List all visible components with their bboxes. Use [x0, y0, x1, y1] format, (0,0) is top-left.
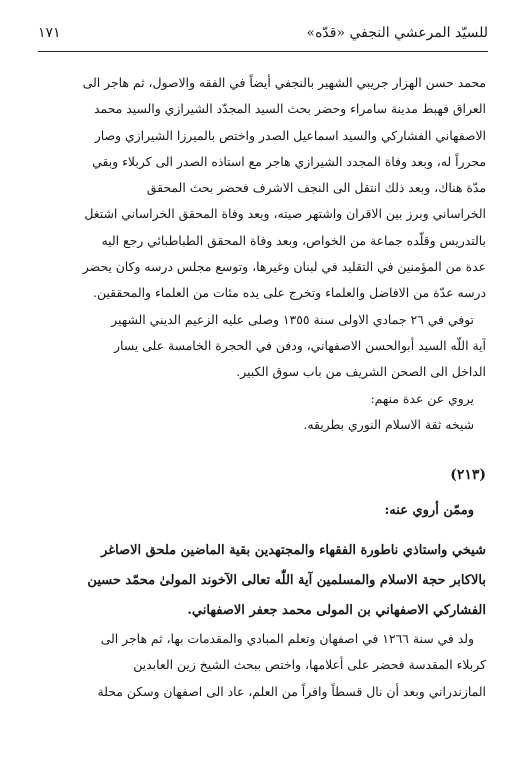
text-line: الاصفهاني الفشاركي والسيد اسماعيل الصدر واختص بالميرزا الشيرازي وصار: [94, 127, 486, 143]
title-line: بالاكابر حجة الاسلام والمسلمين آية اللّٰه تعالى الآخوند المولىٰ محمّد حسين: [87, 573, 486, 589]
text-line: ولد في سنة ١٢٦٦ في اصفهان وتعلم المبادي والمقدمات بها، ثم هاجر الى: [100, 631, 474, 647]
page-body: [58, 70, 486, 705]
text-line: الخراساني وبرز بين الاقران واشتهر صيته، وبعد وفاة المحقق الخراساني اشتغل: [84, 206, 486, 222]
text-line: درسه عدّة من الافاضل والعلماء وتخرج على يده مئات من العلماء والمحققين.: [93, 285, 486, 301]
bio-212-paragraph: [58, 70, 486, 307]
narrates-label: يروي عن عدة منهم:: [370, 390, 474, 406]
text-line: آية اللّه السيد أبوالحسن الاصفهاني، ودفن في الحجرة الخامسة على يسار: [113, 337, 486, 353]
text-line: العراق فهبط مدينة سامراء وحضر بحث السيد المجدّد الشيرازي والسيد محمد: [93, 101, 486, 117]
bio-213-paragraph: [58, 626, 486, 705]
header-rule: [38, 51, 488, 52]
title-line: شيخي واستاذي ناطورة الفقهاء والمجتهدين بقية الماضين ملحق الاصاغر: [101, 543, 486, 559]
page-header: [38, 18, 488, 48]
running-title: للسيّد المرعشي النجفي «قدّه»: [306, 25, 488, 41]
entry-number: (٢١٣): [450, 467, 486, 484]
text-line: بالتدريس وقلّده جماعة من الخواص، وبعد وفاة المحقق الطباطبائي رجع اليه: [101, 232, 486, 248]
text-line: توفي في ٢٦ جمادي الاولى سنة ١٣٥٥ وصلى عليه الزعيم الديني الشهير: [111, 311, 474, 327]
text-line: مدّة هناك، وبعد ذلك انتقل الى النجف الاشرف فحضر بحث المحقق: [146, 180, 486, 196]
page-number: ١٧١: [38, 25, 61, 41]
text-line: محمد حسن الهزار جريبي الشهير بالنجفي أيضاً في الفقه والاصول، ثم هاجر الى: [82, 75, 486, 90]
teacher-line: شيخه ثقة الاسلام النوري بطريقه.: [303, 416, 474, 432]
death-paragraph: [58, 307, 486, 386]
text-line: كربلاء المقدسة فحضر على أعلامها، واختص ببحث الشيخ زين العابدين: [133, 657, 486, 673]
text-line: الداخل الى الصحن الشريف من باب سوق الكبير.: [236, 364, 486, 380]
entry-intro: وممّن أروي عنه:: [384, 503, 474, 519]
title-line: الفشاركي الاصفهاني بن المولى محمد جعفر الاصفهاني.: [187, 603, 486, 619]
text-line: محرراً له، وبعد وفاة المجدد الشيرازي هاجر مع استاذه الصدر الى كربلاء وبقي: [92, 153, 486, 169]
text-line: المازندراني وبعد أن نال قسطاً وافراً من العلم، عاد الى اصفهان وسكن محلة: [97, 683, 486, 699]
entry-title: [58, 536, 486, 626]
text-line: عدة من المؤمنين في التقليد في لبنان وغيرها، وتوسع مجلس درسه وكان يحضر: [82, 259, 486, 275]
